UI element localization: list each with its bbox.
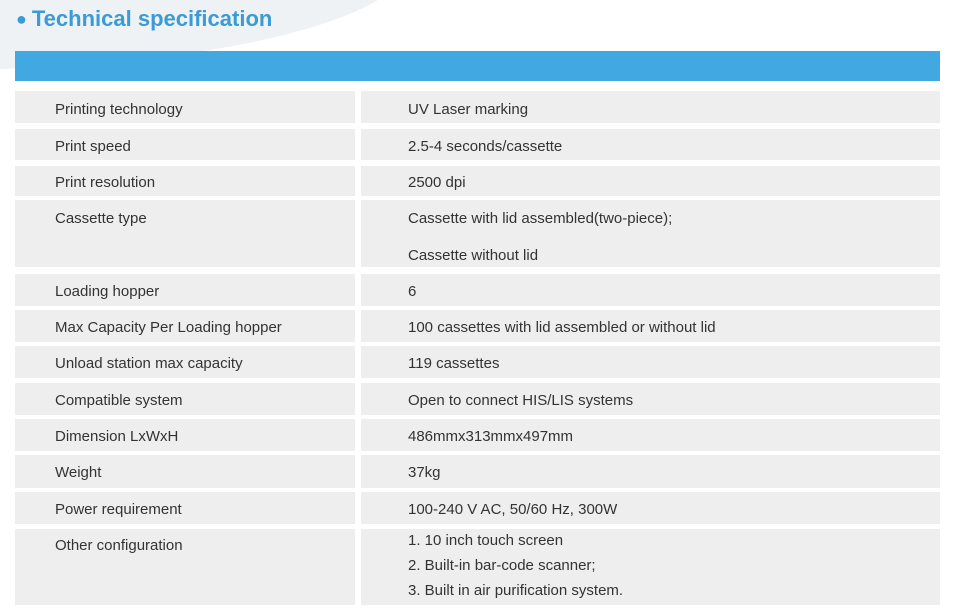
spec-label-cell (15, 383, 355, 415)
spec-label: Print speed (55, 138, 131, 155)
spec-value-cell (361, 419, 940, 451)
table-row (15, 419, 940, 451)
spec-value-cell (361, 346, 940, 378)
table-header-bar (15, 51, 940, 81)
spec-value-cell (361, 274, 940, 306)
table-row (15, 492, 940, 524)
spec-value: 1. 10 inch touch screen (408, 532, 564, 549)
spec-value: 37kg (408, 464, 441, 481)
spec-value: 100 cassettes with lid assembled or without lid (408, 319, 716, 336)
spec-value: UV Laser marking (408, 101, 529, 118)
spec-label-cell (15, 200, 355, 267)
spec-label-cell (15, 91, 355, 123)
spec-label-cell (15, 166, 355, 196)
spec-value-cell (361, 166, 940, 196)
spec-value-cell (361, 91, 940, 123)
spec-label-cell (15, 455, 355, 488)
spec-label: Other configuration (55, 537, 183, 554)
bullet-icon: ● (16, 8, 27, 29)
table-row (15, 129, 940, 160)
spec-value: Cassette without lid (408, 247, 539, 264)
spec-label-cell (15, 492, 355, 524)
spec-label-cell (15, 346, 355, 378)
spec-value-cell (361, 492, 940, 524)
spec-label: Loading hopper (55, 283, 160, 300)
spec-label: Dimension LxWxH (55, 428, 179, 445)
table-row (15, 529, 940, 605)
table-row (15, 346, 940, 378)
spec-value-cell (361, 129, 940, 160)
spec-label: Weight (55, 464, 102, 481)
spec-value-cell (361, 200, 940, 267)
spec-value: 2.5-4 seconds/cassette (408, 138, 563, 155)
spec-label: Printing technology (55, 101, 183, 118)
table-row (15, 91, 940, 123)
spec-label: Power requirement (55, 501, 182, 518)
spec-label-cell (15, 274, 355, 306)
spec-value: 2500 dpi (408, 174, 466, 191)
table-row (15, 310, 940, 342)
spec-value: 119 cassettes (408, 355, 500, 372)
spec-value: Cassette with lid assembled(two-piece); (408, 210, 673, 227)
spec-label: Print resolution (55, 174, 156, 191)
spec-value-cell (361, 529, 940, 605)
spec-label-cell (15, 419, 355, 451)
spec-label: Compatible system (55, 392, 183, 409)
spec-label: Max Capacity Per Loading hopper (55, 319, 282, 336)
spec-value: 486mmx313mmx497mm (408, 428, 574, 445)
table-row (15, 200, 940, 267)
spec-value: 3. Built in air purification system. (408, 582, 624, 599)
spec-value-cell (361, 310, 940, 342)
table-row (15, 455, 940, 488)
spec-value-cell (361, 455, 940, 488)
spec-label: Unload station max capacity (55, 355, 243, 372)
table-row (15, 274, 940, 306)
table-row (15, 383, 940, 415)
spec-value: 100-240 V AC, 50/60 Hz, 300W (408, 501, 618, 518)
page-title (16, 6, 272, 32)
spec-value: 2. Built-in bar-code scanner; (408, 557, 596, 574)
spec-label-cell (15, 310, 355, 342)
page-title-text: Technical specification (31, 6, 273, 31)
table-row (15, 166, 940, 196)
spec-label: Cassette type (55, 210, 147, 227)
spec-value: 6 (408, 283, 417, 300)
spec-value: Open to connect HIS/LIS systems (408, 392, 634, 409)
spec-value-cell (361, 383, 940, 415)
spec-label-cell (15, 529, 355, 605)
spec-label-cell (15, 129, 355, 160)
